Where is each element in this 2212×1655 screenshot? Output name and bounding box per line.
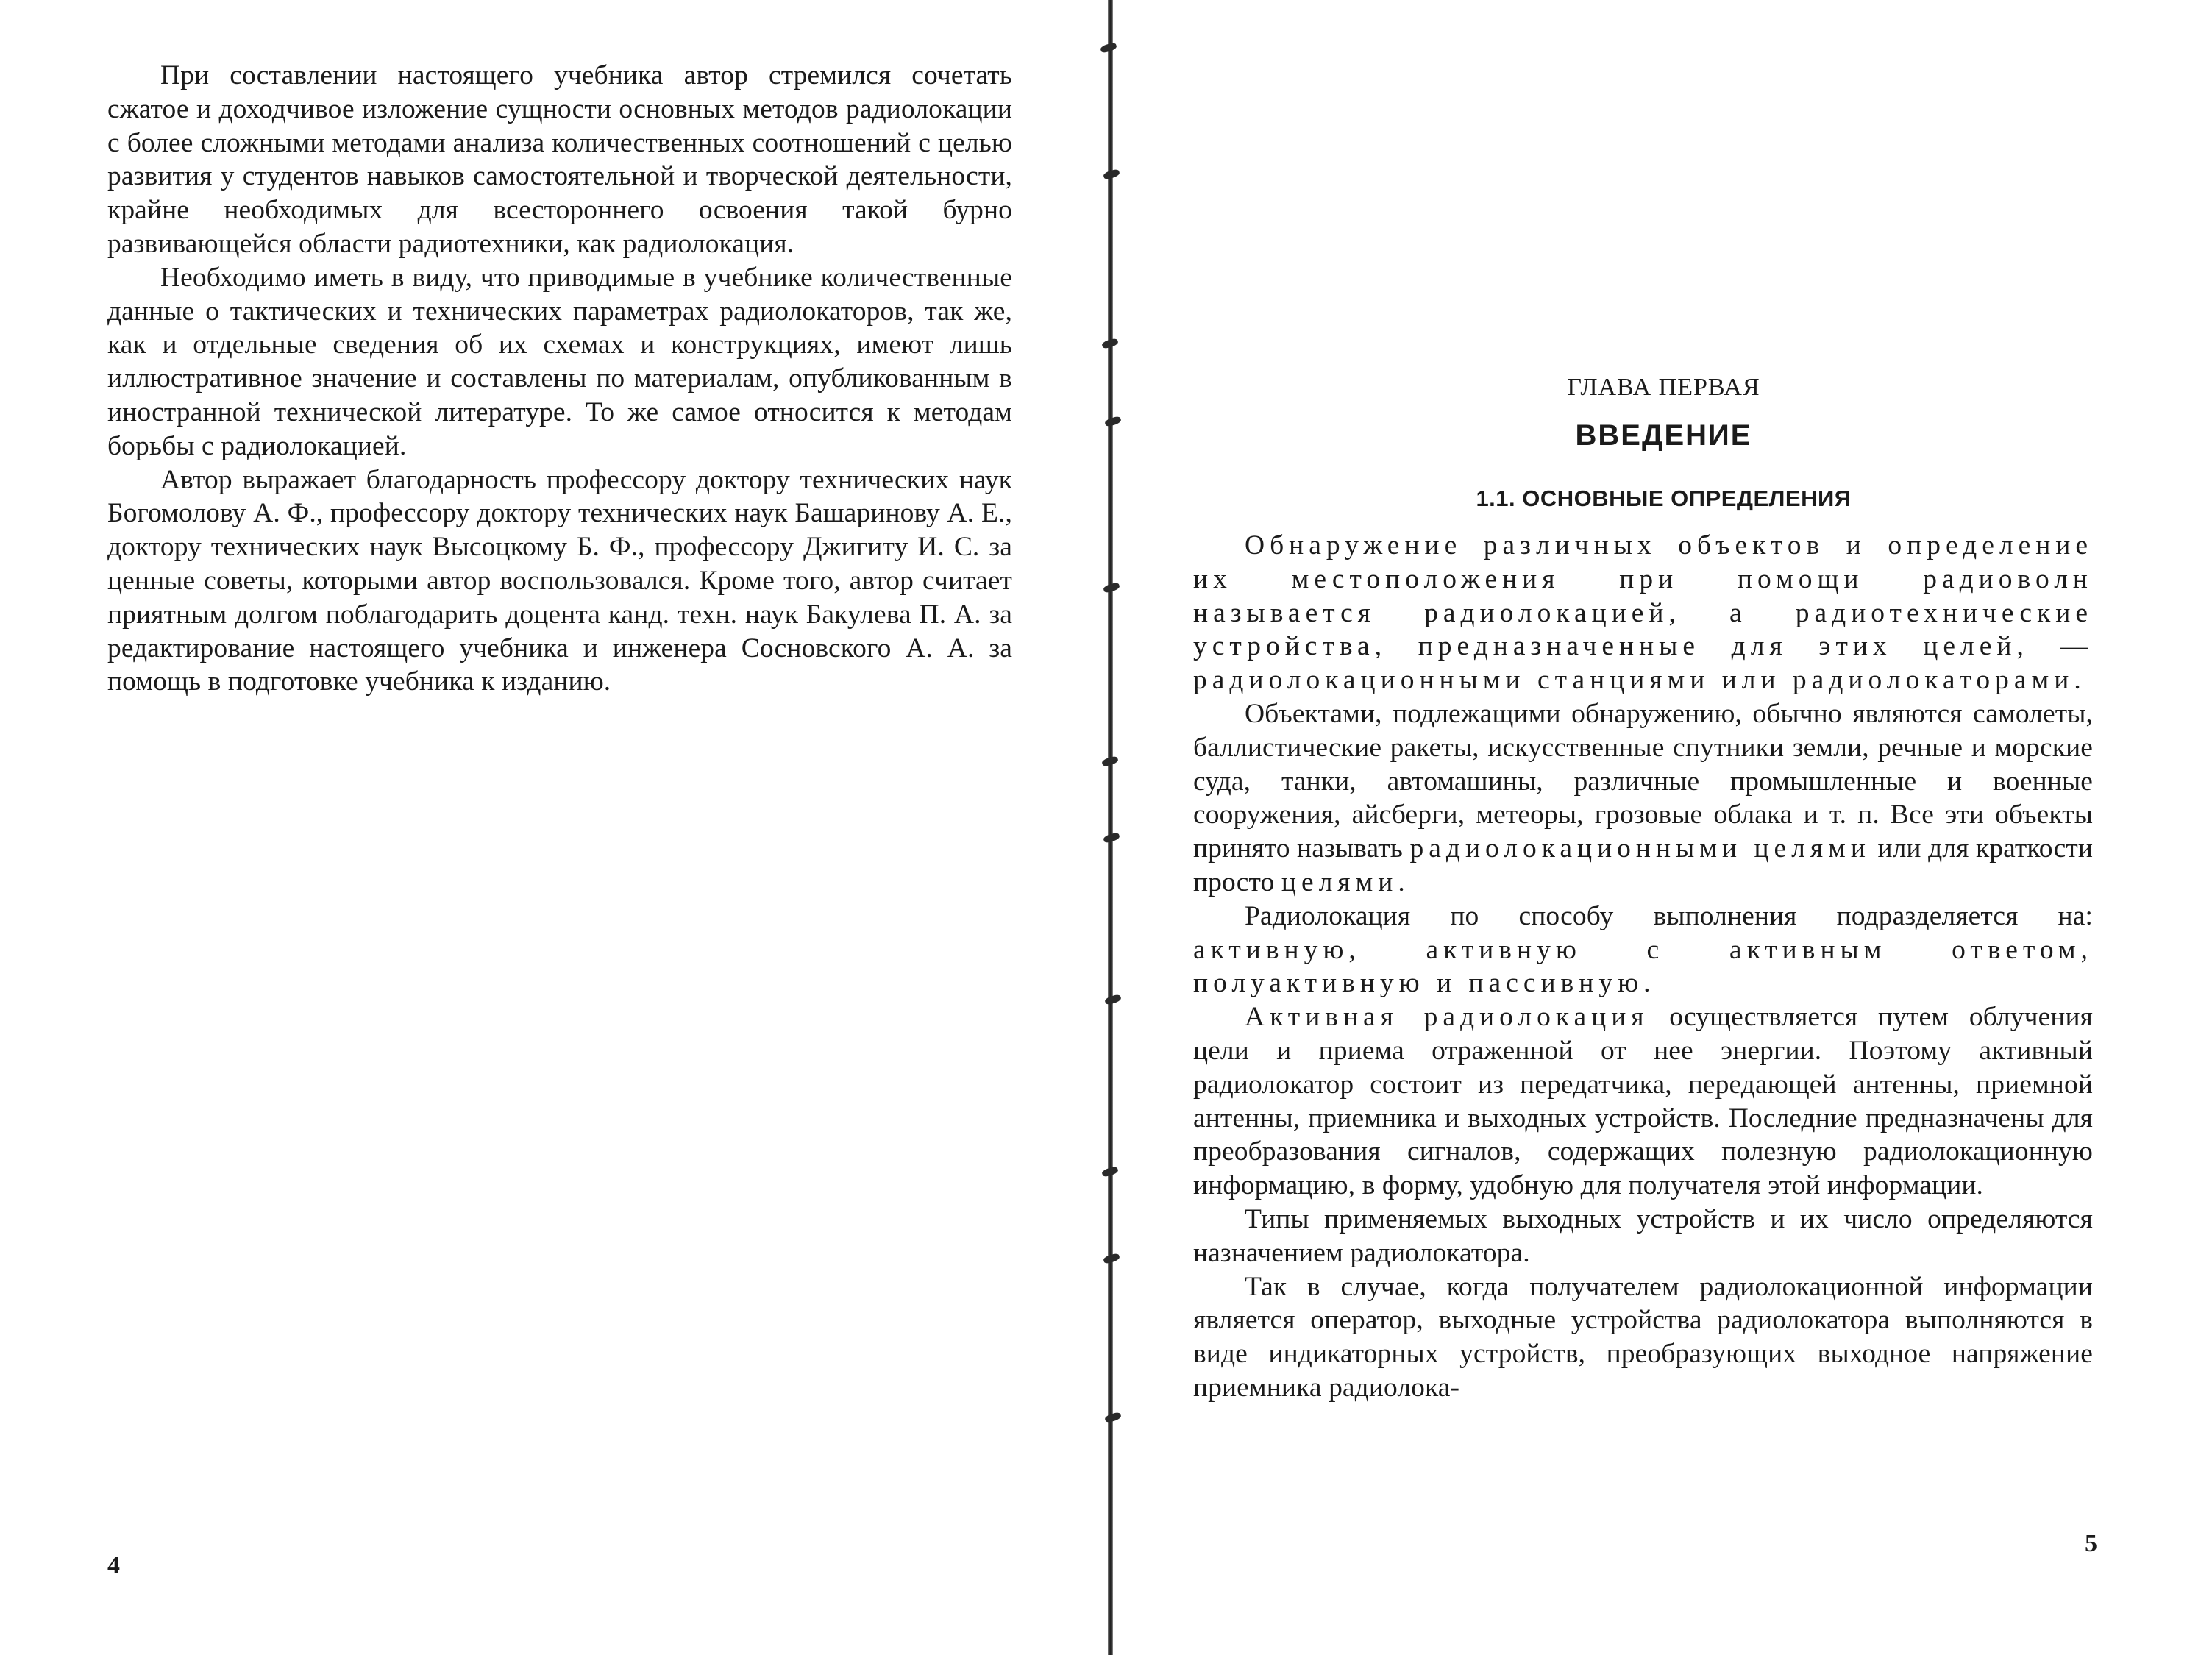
page-number-right: 5 xyxy=(2085,1530,2097,1557)
paragraph-text: Радиолокация по способу выполнения подразделяется на: xyxy=(1245,900,2093,931)
paragraph-text: Объектами, подлежащими обнаружению, обычно являются самолеты, баллистические ракеты, искусственные спутники земли, речные и морские суда, танки, автомашины, различные промышленные и военные сооружения, айсберги, метеоры, грозовые облака и т. п. Все эти объекты принято называть xyxy=(1193,698,2093,864)
paragraph-text: осуществляется путем облучения цели и приема отраженной от нее энергии. Поэтому активный радиолокатор состоит из передатчика, передающей антенны, приемной антенны, приемника и выходных устройств. Последние предназначены для преобразования сигналов, содержащих полезную радиолокационную информацию, в форму, удобную для получателя этой информации. xyxy=(1193,1002,2093,1201)
preface-paragraph-2: Необходимо иметь в виду, что приводимые в учебнике количественные данные о тактических и технических параметрах радиолокаторов, так же, как и отдельные сведения об их схемах и конструкциях, имеют лишь иллюстративное значение и составлены по материалам, опубликованным в иностранной технической литературе. То же самое относится к методам борьбы с радиолокацией. xyxy=(107,262,1012,461)
paragraph-text: . xyxy=(1398,866,1405,897)
body-paragraph-1: Обнаружение различных объектов и определение их местоположения при помощи радиоволн называется радиолокацией, а радиотехнические устройства, предназначенные для этих целей, — радиолокационными станциями или радиолокаторами. xyxy=(1193,530,2093,696)
chapter-title: ВВЕДЕНИЕ xyxy=(1575,419,1752,452)
body-paragraph-3 xyxy=(1193,900,2093,1000)
book-spine xyxy=(1108,0,1113,1655)
emphasized-term: целями xyxy=(1281,866,1398,897)
body-paragraph-4 xyxy=(1193,1000,2093,1203)
left-page xyxy=(0,0,1103,1655)
emphasized-term: Активная радиолокация xyxy=(1245,1002,1649,1033)
body-paragraph-2 xyxy=(1193,697,2093,900)
emphasized-term: радиолокационными целями xyxy=(1409,833,1871,864)
body-paragraph-6: Так в случае, когда получателем радиолокационной информации является оператор, выходные устройства радиолокатора выполняются в виде индикаторных устройств, преобразующих выходное напряжение приемника радиолока- xyxy=(1193,1271,2093,1403)
page-number-left: 4 xyxy=(107,1552,120,1579)
section-title: 1.1. ОСНОВНЫЕ ОПРЕДЕЛЕНИЯ xyxy=(1476,485,1852,511)
preface-text xyxy=(107,59,1012,699)
chapter-label: ГЛАВА ПЕРВАЯ xyxy=(1567,374,1760,401)
chapter-body xyxy=(1193,529,2093,1405)
body-paragraph-5: Типы применяемых выходных устройств и их число определяются назначением радиолокатора. xyxy=(1193,1203,2093,1268)
paragraph-text: . xyxy=(1643,968,1651,999)
paragraph-text: или для краткости просто xyxy=(1193,833,2093,897)
preface-paragraph-3: Автор выражает благодарность профессору доктору технических наук Богомолову А. Ф., профессору доктору технических наук Башаринову А. Е., доктору технических наук Высоцкому Б. Ф., профессору Джигиту И. С. за ценные советы, которыми автор воспользовался. Кроме того, автор считает приятным долгом поблагодарить доцента канд. техн. наук Бакулева П. А. за редактирование настоящего учебника и инженера Сосновского А. А. за помощь в подготовке учебника к изданию. xyxy=(107,464,1012,697)
emphasized-term: активную, активную с активным ответом, полуактивную и пассивную xyxy=(1193,934,2093,999)
right-page xyxy=(1115,0,2212,1655)
preface-paragraph-1: При составлении настоящего учебника автор стремился сочетать сжатое и доходчивое изложение сущности основных методов радиолокации с более сложными методами анализа количественных соотношений с целью развития у студентов навыков самостоятельной и творческой деятельности, крайне необходимых для всестороннего освоения такой бурно развивающейся области радиотехники, как радиолокация. xyxy=(107,60,1012,259)
